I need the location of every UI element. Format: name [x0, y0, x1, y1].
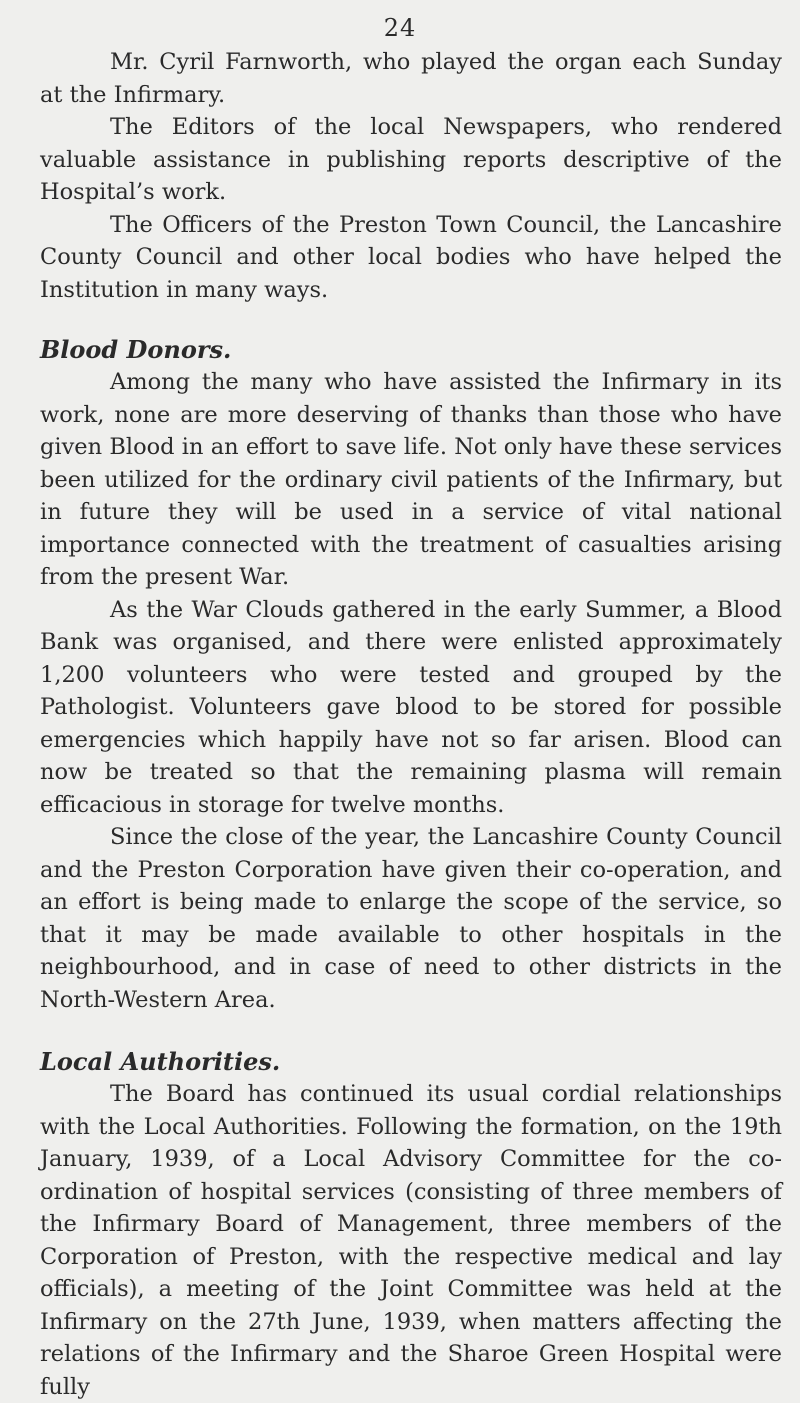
section-local-authorities	[40, 1046, 782, 1403]
body-paragraph: Among the many who have assisted the Infirmary in its work, none are more deserving of thanks than those who have given Blood in an effort to save life. Not only have these services been utilized for the ordinary civil patients of the Infirmary, but in future they will be used in a service of vital national importance connected with the treatment of casualties arising from the present War.	[40, 369, 782, 590]
body-paragraph: As the War Clouds gathered in the early Summer, a Blood Bank was organised, and there were enlisted approximately 1,200 volunteers who were tested and grouped by the Pathologist. Volunteers gave blood to be stored for possible emergencies which happily have not so far arisen. Blood can now be treated so that the remaining plasma will remain efficacious in storage for twelve months.	[40, 596, 782, 818]
acknowledgement-paragraph: Mr. Cyril Farnworth, who played the organ each Sunday at the Infirmary.	[40, 49, 782, 108]
section-heading-blood-donors: Blood Donors.	[40, 335, 232, 364]
section-heading-local-authorities: Local Authorities.	[40, 1047, 281, 1076]
acknowledgement-paragraph: The Editors of the local Newspapers, who rendered valuable assistance in publishing reports descriptive of the Hospital’s work.	[40, 114, 782, 205]
acknowledgement-paragraph: The Officers of the Preston Town Council, the Lancashire County Council and other local bodies who have helped the Institution in many ways.	[40, 211, 782, 303]
body-paragraph: Since the close of the year, the Lancashire County Council and the Preston Corporation have given their co-operation, and an effort is being made to enlarge the scope of the service, so that it may be made available to other hospitals in the neighbourhood, and in case of need to other districts in the North-Western Area.	[40, 824, 782, 1013]
body-paragraph: The Board has continued its usual cordial relationships with the Local Authorities. Following the formation, on the 19th January, 1939, of a Local Advisory Committee for the co-ordination of hospital services (consisting of three members of the Infirmary Board of Management, three members of the Corporation of Preston, with the respective medical and lay officials), a meeting of the Joint Committee was held at the Infirmary on the 27th June, 1939, when matters affecting the relations of the Infirmary and the Sharoe Green Hospital were fully	[40, 1081, 782, 1400]
section-blood-donors	[40, 334, 782, 1016]
page-number: 24	[383, 14, 417, 42]
document-body	[40, 46, 782, 1403]
